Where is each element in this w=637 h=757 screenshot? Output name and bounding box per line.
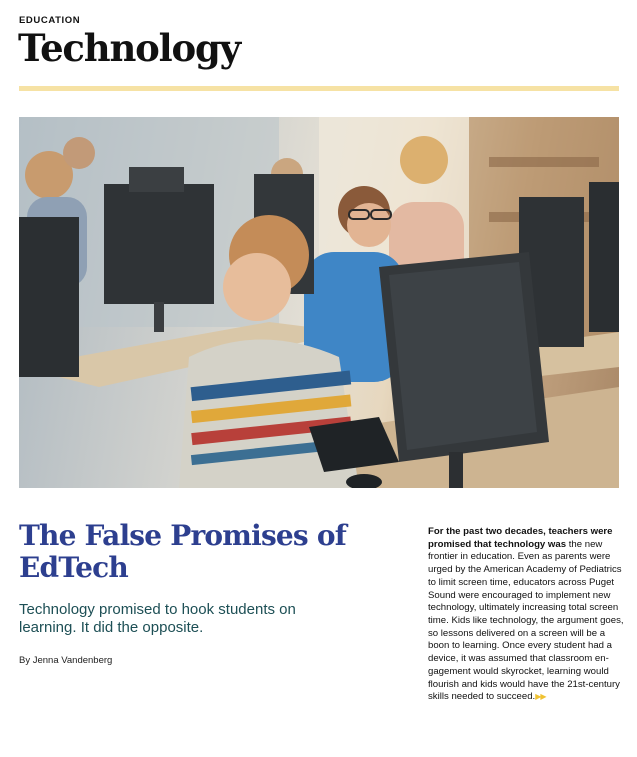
article-lead-in: For the past two decades, teachers were promised that technology was [428, 526, 613, 550]
article-dek: Technology promised to hook students on learning. It did the opposite. [19, 601, 296, 636]
article-photo [19, 117, 619, 488]
section-divider [19, 86, 619, 91]
article-body-text: the new frontier in education. Even as parents were urged by the American Academy of Pediatrics to limit screen time, educators across Puget Sound were encouraged to implement new technology, ultimately increasing total screen time. Kids like technology, the argument goes, so lessons delivered on a screen will be a boon to learning. Once every student had a device, it was assumed that classroom en-gagement would skyrocket, learning would flourish and kids would have the 21st-century skills needed to succeed. [428, 538, 624, 703]
section-kicker: EDUCATION [19, 15, 81, 26]
article-body [428, 526, 624, 704]
article-headline: The False Promises of EdTech [19, 519, 346, 584]
article-byline: By Jenna Vandenberg [19, 655, 113, 666]
child-back-right [400, 136, 448, 184]
monitor [589, 182, 619, 332]
monitor [104, 184, 214, 304]
section-title: Technology [18, 26, 240, 70]
end-mark-icon: ▶▶ [535, 692, 546, 702]
monitor [19, 217, 79, 377]
